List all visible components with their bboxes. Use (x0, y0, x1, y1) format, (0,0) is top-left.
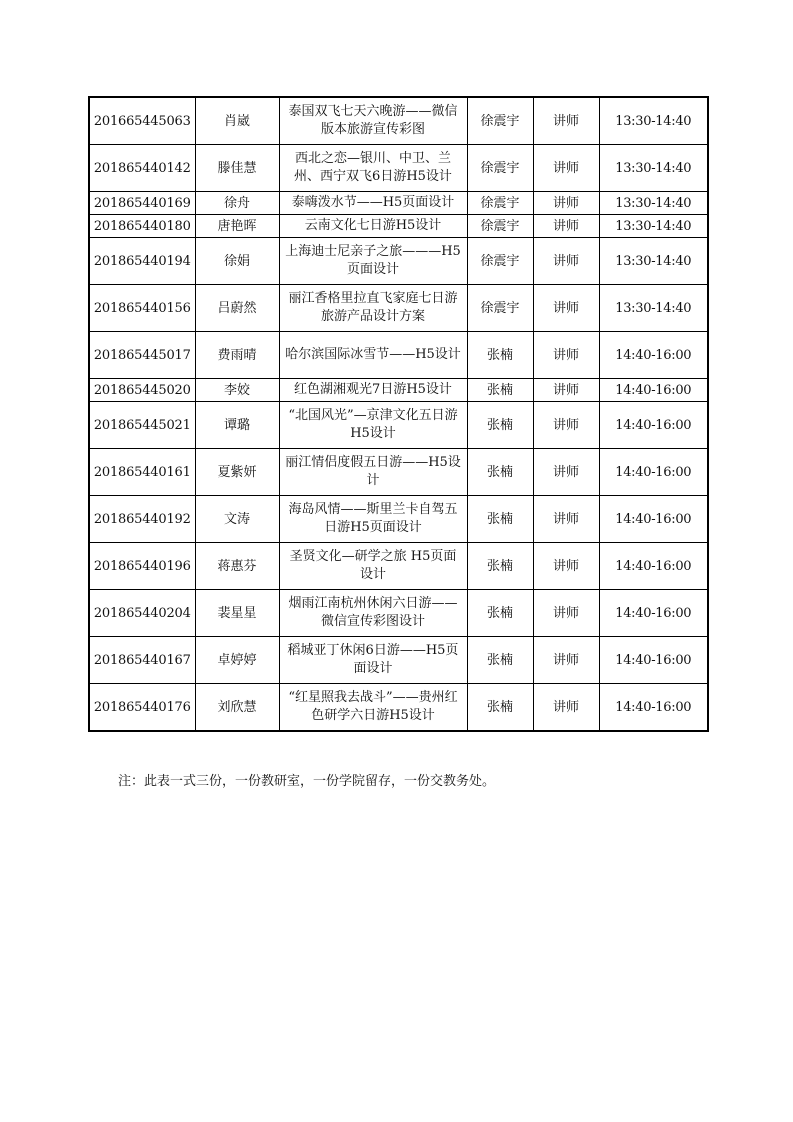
advisor-title-cell: 讲师 (533, 543, 599, 590)
table-row (89, 332, 708, 379)
advisor-cell: 张楠 (467, 543, 533, 590)
time-cell: 14:40-16:00 (599, 684, 708, 732)
time-cell: 14:40-16:00 (599, 402, 708, 449)
student-id-cell: 201865440176 (89, 684, 195, 732)
advisor-cell: 徐震宇 (467, 238, 533, 285)
student-name-cell: 唐艳晖 (195, 215, 279, 238)
time-cell: 14:40-16:00 (599, 543, 708, 590)
time-cell: 13:30-14:40 (599, 192, 708, 215)
advisor-title-cell: 讲师 (533, 285, 599, 332)
topic-cell: 海岛风情——斯里兰卡自驾五日游H5页面设计 (279, 496, 467, 543)
table-row (89, 285, 708, 332)
time-cell: 13:30-14:40 (599, 145, 708, 192)
topic-cell: 云南文化七日游H5设计 (279, 215, 467, 238)
advisor-title-cell: 讲师 (533, 145, 599, 192)
advisor-cell: 张楠 (467, 449, 533, 496)
student-id-cell: 201865440196 (89, 543, 195, 590)
advisor-title-cell: 讲师 (533, 496, 599, 543)
student-name-cell: 蒋惠芬 (195, 543, 279, 590)
table-row (89, 379, 708, 402)
advisor-title-cell: 讲师 (533, 97, 599, 145)
student-id-cell: 201865445017 (89, 332, 195, 379)
table-row (89, 192, 708, 215)
time-cell: 13:30-14:40 (599, 238, 708, 285)
time-cell: 14:40-16:00 (599, 379, 708, 402)
student-id-cell: 201865440169 (89, 192, 195, 215)
student-name-cell: 徐舟 (195, 192, 279, 215)
advisor-title-cell: 讲师 (533, 238, 599, 285)
student-id-cell: 201865440194 (89, 238, 195, 285)
topic-cell: 泰嗨泼水节——H5页面设计 (279, 192, 467, 215)
topic-cell: 上海迪士尼亲子之旅———H5页面设计 (279, 238, 467, 285)
student-name-cell: 谭璐 (195, 402, 279, 449)
student-id-cell: 201865440156 (89, 285, 195, 332)
student-id-cell: 201865440180 (89, 215, 195, 238)
table-row (89, 238, 708, 285)
time-cell: 13:30-14:40 (599, 215, 708, 238)
advisor-title-cell: 讲师 (533, 590, 599, 637)
topic-cell: 泰国双飞七天六晚游——微信版本旅游宣传彩图 (279, 97, 467, 145)
advisor-title-cell: 讲师 (533, 449, 599, 496)
time-cell: 14:40-16:00 (599, 637, 708, 684)
advisor-cell: 徐震宇 (467, 97, 533, 145)
table-row (89, 590, 708, 637)
advisor-title-cell: 讲师 (533, 684, 599, 732)
advisor-title-cell: 讲师 (533, 192, 599, 215)
student-name-cell: 卓婷婷 (195, 637, 279, 684)
student-name-cell: 滕佳慧 (195, 145, 279, 192)
topic-cell: 哈尔滨国际冰雪节——H5设计 (279, 332, 467, 379)
topic-cell: “红星照我去战斗”——贵州红色研学六日游H5设计 (279, 684, 467, 732)
table-footnote: 注：此表一式三份，一份教研室，一份学院留存，一份交教务处。 (118, 774, 496, 789)
advisor-cell: 徐震宇 (467, 215, 533, 238)
advisor-cell: 张楠 (467, 496, 533, 543)
student-name-cell: 肖崴 (195, 97, 279, 145)
student-id-cell: 201865440204 (89, 590, 195, 637)
topic-cell: “北国风光”—京津文化五日游H5设计 (279, 402, 467, 449)
student-name-cell: 文涛 (195, 496, 279, 543)
student-id-cell: 201865445020 (89, 379, 195, 402)
student-id-cell: 201865445021 (89, 402, 195, 449)
table-row (89, 145, 708, 192)
topic-cell: 烟雨江南杭州休闲六日游——微信宣传彩图设计 (279, 590, 467, 637)
time-cell: 14:40-16:00 (599, 449, 708, 496)
advisor-title-cell: 讲师 (533, 215, 599, 238)
table-row (89, 215, 708, 238)
student-name-cell: 费雨晴 (195, 332, 279, 379)
student-name-cell: 夏紫妍 (195, 449, 279, 496)
table-row (89, 97, 708, 145)
student-id-cell: 201665445063 (89, 97, 195, 145)
topic-cell: 西北之恋—银川、中卫、兰州、西宁双飞6日游H5设计 (279, 145, 467, 192)
student-name-cell: 裴星星 (195, 590, 279, 637)
advisor-title-cell: 讲师 (533, 379, 599, 402)
advisor-title-cell: 讲师 (533, 402, 599, 449)
advisor-cell: 张楠 (467, 637, 533, 684)
topic-cell: 圣贤文化—研学之旅 H5页面设计 (279, 543, 467, 590)
time-cell: 14:40-16:00 (599, 332, 708, 379)
advisor-cell: 徐震宇 (467, 285, 533, 332)
advisor-cell: 徐震宇 (467, 145, 533, 192)
topic-cell: 稻城亚丁休闲6日游——H5页面设计 (279, 637, 467, 684)
student-id-cell: 201865440161 (89, 449, 195, 496)
advisor-cell: 张楠 (467, 332, 533, 379)
advisor-title-cell: 讲师 (533, 332, 599, 379)
table-row (89, 402, 708, 449)
table-row (89, 684, 708, 732)
student-name-cell: 徐娟 (195, 238, 279, 285)
table-row (89, 543, 708, 590)
student-id-cell: 201865440167 (89, 637, 195, 684)
time-cell: 13:30-14:40 (599, 285, 708, 332)
advisor-cell: 张楠 (467, 590, 533, 637)
advisor-cell: 张楠 (467, 684, 533, 732)
student-name-cell: 李姣 (195, 379, 279, 402)
advisor-cell: 张楠 (467, 379, 533, 402)
time-cell: 14:40-16:00 (599, 590, 708, 637)
topic-cell: 红色湖湘观光7日游H5设计 (279, 379, 467, 402)
advisor-cell: 张楠 (467, 402, 533, 449)
student-name-cell: 吕蔚然 (195, 285, 279, 332)
time-cell: 13:30-14:40 (599, 97, 708, 145)
topic-cell: 丽江情侣度假五日游——H5设计 (279, 449, 467, 496)
topic-cell: 丽江香格里拉直飞家庭七日游旅游产品设计方案 (279, 285, 467, 332)
advisor-title-cell: 讲师 (533, 637, 599, 684)
time-cell: 14:40-16:00 (599, 496, 708, 543)
schedule-table (88, 96, 709, 732)
table-row (89, 449, 708, 496)
table-row (89, 496, 708, 543)
advisor-cell: 徐震宇 (467, 192, 533, 215)
table-row (89, 637, 708, 684)
student-id-cell: 201865440142 (89, 145, 195, 192)
student-id-cell: 201865440192 (89, 496, 195, 543)
student-name-cell: 刘欣慧 (195, 684, 279, 732)
